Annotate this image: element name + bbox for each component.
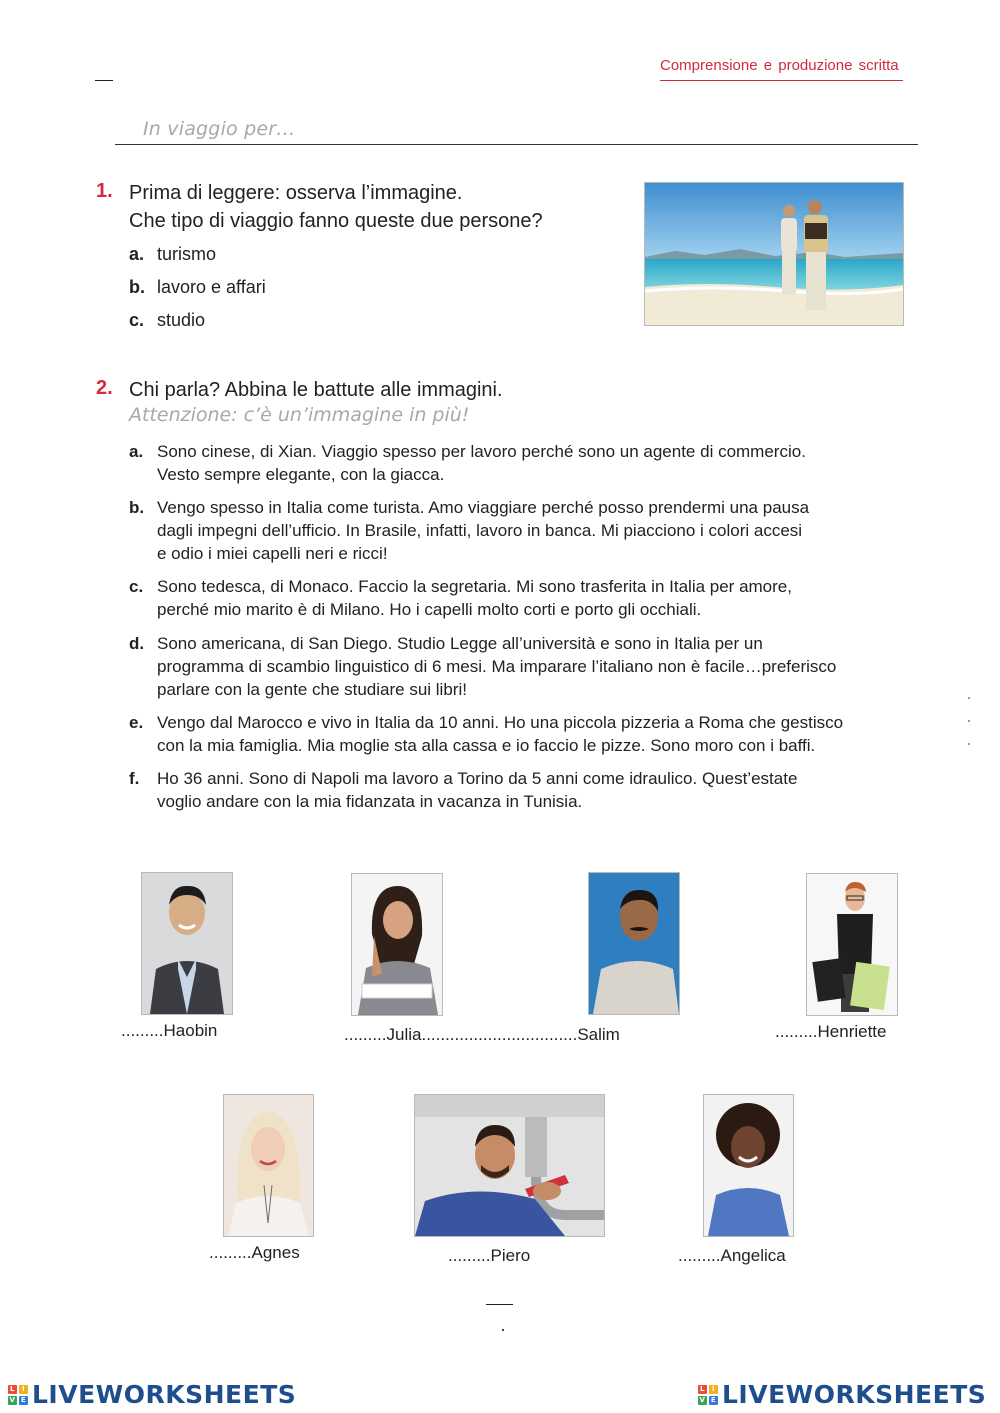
page-mark-dot	[502, 1329, 504, 1331]
photo-moroccan-man	[588, 872, 680, 1015]
caption-henriette[interactable]: .........Henriette	[775, 1022, 887, 1041]
caption-agnes[interactable]: .........Agnes	[209, 1243, 300, 1262]
question-1-number: 1.	[96, 180, 113, 202]
question-1-line-1: Prima di leggere: osserva l’immagine.	[129, 182, 463, 204]
side-mark-dot	[968, 720, 970, 722]
corner-mark	[95, 80, 113, 81]
statement-e: e. Vengo dal Marocco e vivo in Italia da 10 anni. Ho una piccola pizzeria a Roma che gestisco con la mia famiglia. Mia moglie sta alla cassa e io faccio le pizze. Sono moro con i baffi.	[129, 713, 844, 755]
caption-angelica[interactable]: .........Angelica	[678, 1246, 786, 1265]
header-rule	[660, 80, 903, 81]
photo-curly-hair-woman	[703, 1094, 794, 1237]
caption-julia-salim[interactable]: .........Julia.................................Salim	[344, 1025, 620, 1044]
side-mark-dot	[968, 743, 970, 745]
q1-option-a[interactable]: a. turismo	[129, 244, 217, 264]
caption-piero[interactable]: .........Piero	[448, 1246, 531, 1265]
liveworksheets-logo-right[interactable]	[698, 1380, 986, 1409]
q1-option-b[interactable]: b. lavoro e affari	[129, 277, 266, 297]
question-1-line-2: Che tipo di viaggio fanno queste due persone?	[129, 210, 543, 232]
beach-couple-photo	[644, 182, 904, 326]
statement-a: a. Sono cinese, di Xian. Viaggio spesso per lavoro perché sono un agente di commercio. Vesto sempre elegante, con la giacca.	[129, 442, 806, 484]
statement-b: b. Vengo spesso in Italia come turista. Amo viaggiare perché posso prendermi una pausa dagli impegni dell’ufficio. In Brasile, infatti, lavoro in banca. Mi piacciono i colori accesi e odio i miei capelli neri e ricci!	[129, 498, 810, 563]
page-mark-line	[486, 1304, 513, 1305]
photo-asian-man	[141, 872, 233, 1015]
question-2-number: 2.	[96, 377, 113, 399]
liveworksheets-mark-icon: L I V E	[699, 1384, 717, 1404]
question-1-text	[129, 179, 543, 235]
liveworksheets-text-left: LIVEWORKSHEETS	[32, 1380, 297, 1409]
question-2-note: Attenzione: c’è un’immagine in più!	[129, 404, 470, 426]
photo-short-hair-woman	[806, 873, 898, 1016]
photo-teen-girl	[351, 873, 443, 1016]
photo-blonde-woman	[223, 1094, 314, 1237]
q1-option-c[interactable]: c. studio	[129, 310, 206, 330]
statement-d: d. Sono americana, di San Diego. Studio Legge all’università e sono in Italia per un programma di scambio linguistico di 6 mesi. Ma imparare l’italiano non è facile…preferisco parlare con la gente che studiare sui libri!	[129, 634, 837, 699]
section-rule	[115, 144, 918, 145]
statement-f: f. Ho 36 anni. Sono di Napoli ma lavoro a Torino da 5 anni come idraulico. Quest’estate voglio andare con la mia fidanzata in vacanza in Tunisia.	[129, 769, 798, 811]
liveworksheets-logo-left[interactable]	[8, 1380, 296, 1409]
liveworksheets-mark-icon: L I V E	[9, 1384, 27, 1404]
header-label: Comprensione e produzione scritta	[660, 57, 899, 74]
statement-c: c. Sono tedesca, di Monaco. Faccio la segretaria. Mi sono trasferita in Italia per amore, perché mio marito è di Milano. Ho i capelli molto corti e porto gli occhiali.	[129, 577, 792, 619]
liveworksheets-text-right: LIVEWORKSHEETS	[722, 1380, 987, 1409]
question-2-text: Chi parla? Abbina le battute alle immagini.	[129, 379, 503, 401]
side-mark-dot	[968, 697, 970, 699]
section-title: In viaggio per…	[143, 118, 296, 140]
photo-plumber	[414, 1094, 605, 1237]
caption-haobin[interactable]: .........Haobin	[121, 1021, 218, 1040]
